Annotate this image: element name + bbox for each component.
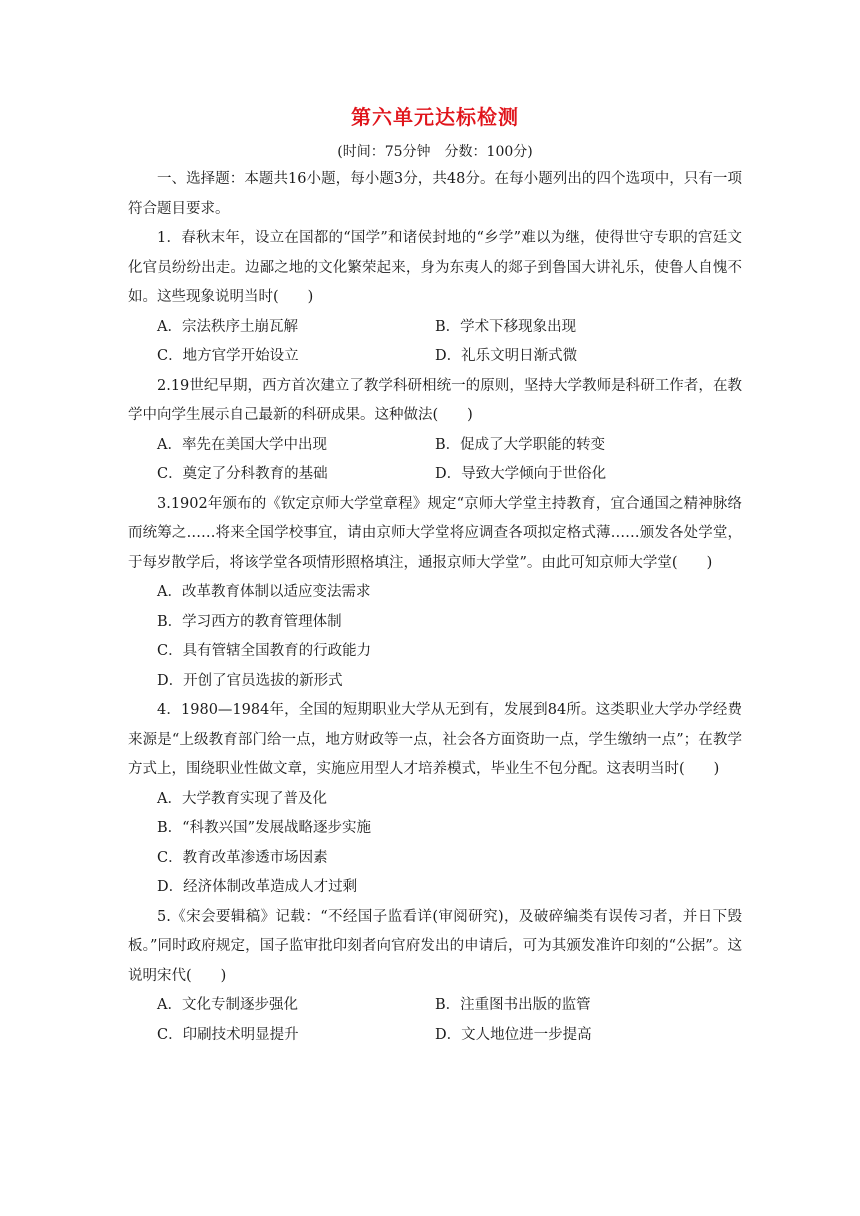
options-row bbox=[128, 431, 742, 461]
option-b: B．学术下移现象出现 bbox=[435, 318, 577, 335]
options-row bbox=[128, 342, 742, 372]
option-d: D．开创了官员选拔的新形式 bbox=[157, 672, 343, 689]
question-5 bbox=[128, 903, 742, 1051]
question-2 bbox=[128, 372, 742, 490]
option-d: D．礼乐文明日渐式微 bbox=[435, 348, 578, 364]
option-d: D．文人地位进一步提高 bbox=[435, 1026, 592, 1043]
option-b: B．学习西方的教育管理体制 bbox=[157, 613, 342, 630]
question-3 bbox=[128, 490, 742, 697]
question-4 bbox=[128, 696, 742, 903]
option-a: A．率先在美国大学中出现 bbox=[157, 436, 327, 453]
option-b: B．“科教兴国”发展战略逐步实施 bbox=[157, 820, 371, 836]
option-b: B．促成了大学职能的转变 bbox=[435, 436, 606, 453]
option-a: A．宗法秩序土崩瓦解 bbox=[157, 318, 298, 335]
option-a: A．文化专制逐步强化 bbox=[157, 997, 298, 1013]
option-c: C．教育改革渗透市场因素 bbox=[157, 849, 328, 866]
option-a: A．大学教育实现了普及化 bbox=[157, 790, 327, 807]
question-stem: 5.《宋会要辑稿》记载：“不经国子监看详(审阅研究)，及破碎编类有误传习者，并日下毁板。”同时政府规定，国子监审批印刻者向官府发出的申请后，可为其颁发准许印刻的“公据”。这说明宋代( ) bbox=[128, 908, 742, 984]
exam-page bbox=[128, 102, 742, 1050]
question-stem: 3.1902年颁布的《钦定京师大学堂章程》规定“京师大学堂主持教育，宜合通国之精神脉络而统筹之……将来全国学校事宜，请由京师大学堂将应调查各项拟定格式薄……颁发各处学堂，于每岁散学后，将该学堂各项情形照格填注，通报京师大学堂”。由此可知京师大学堂( ) bbox=[128, 495, 742, 571]
options-row bbox=[128, 460, 742, 490]
option-c: C．奠定了分科教育的基础 bbox=[157, 466, 328, 482]
option-b: B．注重图书出版的监管 bbox=[435, 997, 591, 1013]
question-1 bbox=[128, 224, 742, 372]
option-d: D．导致大学倾向于世俗化 bbox=[435, 466, 607, 482]
question-stem: 2.19世纪早期，西方首次建立了教学科研相统一的原则，坚持大学教师是科研工作者，在教学中向学生展示自己最新的科研成果。这种做法( ) bbox=[128, 377, 742, 423]
question-stem: 4．1980—1984年，全国的短期职业大学从无到有，发展到84所。这类职业大学办学经费来源是“上级教育部门给一点，地方财政等一点，社会各方面资助一点，学生缴纳一点”；在教学方式上，围绕职业性做文章，实施应用型人才培养模式，毕业生不包分配。这表明当时( ) bbox=[128, 702, 742, 777]
option-c: C．印刷技术明显提升 bbox=[157, 1026, 299, 1043]
option-d: D．经济体制改革造成人才过剩 bbox=[157, 879, 358, 895]
section-intro: 一、选择题：本题共16小题，每小题3分，共48分。在每小题列出的四个选项中，只有一项符合题目要求。 bbox=[128, 171, 742, 217]
option-c: C．地方官学开始设立 bbox=[157, 348, 299, 364]
options-row bbox=[128, 991, 742, 1021]
question-stem: 1．春秋末年，设立在国都的“国学”和诸侯封地的“乡学”难以为继，使得世守专职的宫廷文化官员纷纷出走。边鄙之地的文化繁荣起来，身为东夷人的郯子到鲁国大讲礼乐，使鲁人自愧不如。这些现象说明当时( ) bbox=[128, 230, 742, 305]
page-title: 第六单元达标检测 bbox=[351, 105, 519, 129]
exam-meta: (时间：75分钟 分数：100分) bbox=[337, 144, 533, 160]
options-row bbox=[128, 313, 742, 343]
options-row bbox=[128, 1021, 742, 1051]
option-c: C．具有管辖全国教育的行政能力 bbox=[157, 643, 372, 659]
option-a: A．改革教育体制以适应变法需求 bbox=[157, 584, 371, 600]
